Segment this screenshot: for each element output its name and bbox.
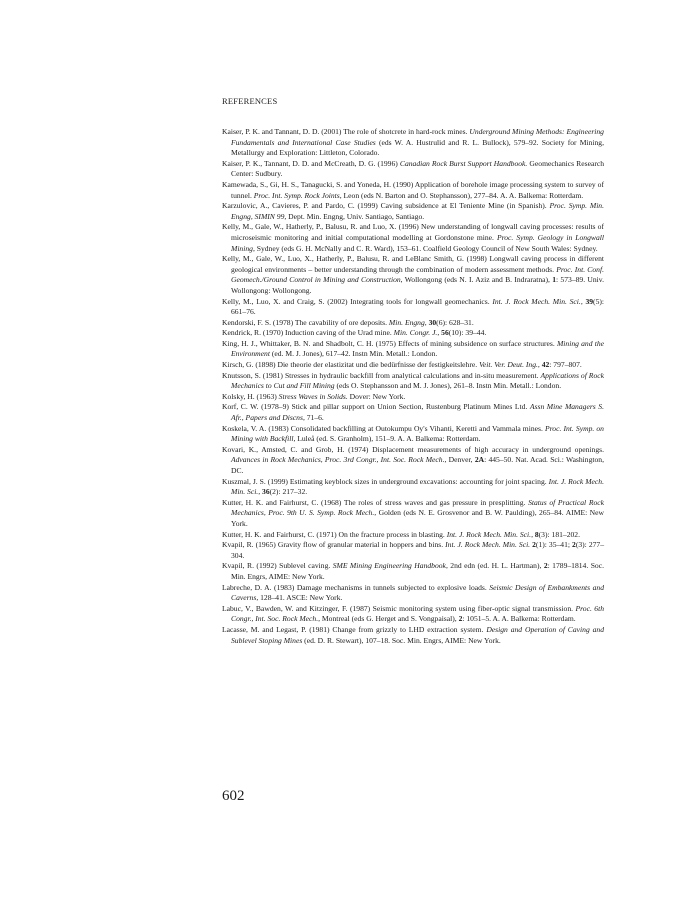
reference-volume: 2 bbox=[532, 540, 536, 550]
reference-text: Kaiser, P. K. and Tannant, D. D. (2001) The role of shotcrete in hard-rock mines. bbox=[222, 127, 470, 136]
reference-text: Kendorski, F. S. (1978) The cavability of ore deposits. bbox=[222, 317, 389, 327]
reference-text: : 1789–1814. Soc. Min. Engrs, AIME: New York. bbox=[231, 561, 604, 581]
reference-text: (ed. D. R. Stewart), 107–18. Soc. Min. Engrs, AIME: New York. bbox=[302, 635, 501, 645]
reference-text: Kovari, K., Amsted, C. and Grob, H. (1974) Displacement measurements of high accuracy in underground openings. bbox=[222, 444, 604, 454]
reference-entry bbox=[222, 254, 604, 296]
reference-text: , bbox=[531, 529, 535, 539]
reference-title: Proc. Int. Conf. Geomech./Ground Control in Mining and Construction bbox=[231, 264, 604, 285]
reference-entry bbox=[222, 360, 604, 371]
reference-text: Kvapil, R. (1992) Sublevel caving. bbox=[222, 561, 333, 571]
reference-text: Kolsky, H. (1963) bbox=[222, 391, 279, 401]
reference-text: Karzulovic, A., Cavieres, P. and Pardo, C. (1999) Caving subsidence at El Teniente Mine (in Spanish). bbox=[222, 201, 550, 211]
reference-entry bbox=[222, 424, 604, 445]
reference-text: (5): 661–76. bbox=[231, 296, 605, 317]
reference-title: Mining and the Environment bbox=[231, 338, 604, 359]
reference-volume: 2 bbox=[543, 561, 548, 571]
reference-text: : 1051–5. A. A. Balkema: Rotterdam. bbox=[462, 614, 576, 624]
reference-text: : 573–89. Univ. Wollongong: Wollongong. bbox=[231, 275, 604, 295]
reference-title: Int. J. Rock Mech. Min. Sci. bbox=[445, 540, 531, 550]
reference-title: Advances in Rock Mechanics, Proc. 3rd Congr., Int. Soc. Rock Mech. bbox=[231, 455, 445, 465]
reference-entry bbox=[222, 561, 604, 582]
reference-title: Proc. Symp. Geology in Longwall Mining bbox=[231, 232, 604, 253]
reference-title: Assn Mine Managers S. Afr., Papers and Discns bbox=[231, 402, 604, 423]
reference-text: Geomechanics Research Center: Sudbury. bbox=[231, 158, 605, 179]
reference-text: , bbox=[437, 328, 442, 338]
reference-text: Dover: New York. bbox=[347, 391, 406, 401]
reference-text: , Wollongong (eds N. I. Aziz and B. Indraratna), bbox=[400, 275, 553, 285]
reference-title: Int. J. Rock Mech. Min. Sci. bbox=[492, 296, 581, 306]
reference-text: Kirsch, G. (1898) Die theorie der elastizitat und die bedürfnisse der festigkeitslehre. bbox=[222, 360, 480, 370]
reference-text: Labuc, V., Bawden, W. and Kitzinger, F. (1987) Seismic monitoring system using fiber-optic signal transmission. bbox=[222, 603, 576, 613]
reference-title: Stress Waves in Solids. bbox=[278, 391, 348, 401]
reference-title: Min. Congr. J. bbox=[393, 328, 438, 338]
reference-volume: 36 bbox=[262, 487, 270, 497]
reference-entry bbox=[222, 371, 604, 392]
reference-volume: 42 bbox=[541, 360, 550, 370]
reference-title: Proc. Int. Symp. Rock Joints bbox=[253, 190, 340, 200]
reference-title: Canadian Rock Burst Support Handbook. bbox=[399, 158, 528, 168]
reference-entry bbox=[222, 445, 604, 477]
reference-text: , bbox=[580, 296, 586, 306]
reference-text: : 797–807. bbox=[549, 360, 582, 370]
reference-text: Lacasse, M. and Legast, P. (1981) Change from grizzly to LHD extraction system. bbox=[222, 624, 487, 634]
reference-entry bbox=[222, 402, 604, 423]
reference-entry bbox=[222, 201, 604, 222]
reference-entry bbox=[222, 583, 604, 604]
reference-text: Kutter, H. K. and Fairhurst, C. (1971) On the fracture process in blasting. bbox=[222, 529, 447, 539]
reference-volume: 1 bbox=[552, 275, 557, 285]
reference-text: , Leon (eds N. Barton and O. Stephansson), 277–84. A. A. Balkema: Rotterdam. bbox=[339, 190, 584, 200]
reference-volume: 30 bbox=[428, 317, 437, 327]
reference-text: Kamewada, S., Gi, H. S., Tanagucki, S. and Yoneda, H. (1990) Application of borehole image processing system to survey of tunnel. bbox=[222, 179, 604, 200]
reference-text: Knutsson, S. (1981) Stresses in hydraulic backfill from analytical calculations and in-situ measurement. bbox=[222, 370, 541, 380]
reference-entry bbox=[222, 625, 604, 646]
page-heading: REFERENCES bbox=[222, 96, 278, 106]
reference-entry bbox=[222, 159, 604, 180]
reference-entry bbox=[222, 392, 604, 403]
reference-text: , 2nd edn (ed. H. L. Hartman), bbox=[445, 561, 544, 571]
reference-text: King, H. J., Whittaker, B. N. and Shadbolt, C. H. (1975) Effects of mining subsidence on surface structures. bbox=[222, 338, 557, 348]
reference-volume: 8 bbox=[534, 529, 539, 539]
reference-title: Proc. Symp. Min. Engng, SIMIN 99 bbox=[231, 201, 604, 221]
reference-entry bbox=[222, 540, 604, 561]
reference-volume: 39 bbox=[585, 296, 594, 306]
reference-title: SME Mining Engineering Handbook bbox=[332, 561, 446, 571]
reference-text: Kelly, M., Gale, W., Luo, X., Hatherly, P., Balusu, R. and LeBlanc Smith, G. (1998) Longwall caving process in different geological environments – better understanding through the combination of modern assessment methods. bbox=[222, 254, 604, 274]
reference-entry bbox=[222, 477, 604, 498]
reference-text: : 445–50. Nat. Acad. Sci.: Washington, DC. bbox=[231, 455, 604, 475]
reference-text: , Dept. Min. Engng, Univ. Santiago, Santiago. bbox=[284, 211, 425, 221]
reference-volume: 56 bbox=[441, 328, 449, 338]
reference-text: (ed. M. J. Jones), 617–42. Instn Min. Metall.: London. bbox=[269, 349, 438, 359]
reference-text: Koskela, V. A. (1983) Consolidated backfilling at Outokumpu Oy's Vihanti, Keretti and Vammala mines. bbox=[222, 423, 545, 433]
reference-text: Kaiser, P. K., Tannant, D. D. and McCreath, D. G. (1996) bbox=[222, 158, 400, 168]
reference-volume: 2A bbox=[474, 455, 485, 465]
reference-text: (2): 217–32. bbox=[269, 487, 308, 497]
reference-text: , Golden (eds N. E. Grosvenor and B. W. Paulding), 265–84. AIME: New York. bbox=[231, 508, 604, 528]
reference-text: , 128–41. ASCE: New York. bbox=[256, 593, 343, 603]
reference-text: (3): 181–202. bbox=[538, 529, 580, 539]
reference-text: , bbox=[258, 487, 263, 497]
reference-text: , Montreal (eds G. Herget and S. Vongpaisal), bbox=[318, 614, 459, 624]
reference-volume: 2 bbox=[458, 614, 463, 624]
reference-title: Proc. 6th Congr., Int. Soc. Rock Mech. bbox=[231, 603, 604, 624]
reference-text: , Denver, bbox=[444, 455, 475, 465]
reference-entry bbox=[222, 222, 604, 254]
reference-text: Kelly, M., Gale, W., Hatherly, P., Balusu, R. and Luo, X. (1996) New understanding of longwall caving processes: results of microseismic monitoring and initial computational modelling at Gordonstone mine. bbox=[222, 222, 604, 242]
reference-title: Seismic Design of Embankments and Caverns bbox=[231, 582, 604, 603]
reference-title: Design and Operation of Caving and Sublevel Stoping Mines bbox=[231, 624, 604, 645]
reference-title: Underground Mining Methods: Engineering Fundamentals and International Case Studies bbox=[231, 127, 604, 147]
reference-text: Kuszmal, J. S. (1999) Estimating keyblock sizes in underground excavations: accounting for joint spacing. bbox=[222, 476, 549, 486]
reference-text: , Sydney (eds G. H. McNally and C. R. Ward), 153–61. Coalfield Geology Council of New South Wales: Sydney. bbox=[252, 243, 598, 253]
reference-title: Int. J. Rock Mech. Min. Sci. bbox=[446, 529, 532, 539]
reference-text: , Luleå (ed. S. Granholm), 151–9. A. A. Balkema: Rotterdam. bbox=[293, 434, 481, 444]
reference-title: Status of Practical Rock Mechanics, Proc. 9th U. S. Symp. Rock Mech. bbox=[231, 497, 604, 518]
reference-text: , bbox=[537, 360, 542, 370]
reference-list bbox=[222, 127, 604, 646]
reference-text: Kutter, H. K. and Fairhurst, C. (1968) The roles of stress waves and gas pressure in presplitting. bbox=[222, 497, 529, 507]
reference-entry bbox=[222, 498, 604, 530]
reference-text: (eds O. Stephansson and M. J. Jones), 261–8. Instn Min. Metall.: London. bbox=[334, 381, 562, 391]
reference-text: (3): 277–304. bbox=[231, 540, 605, 560]
reference-title: Min. Engng bbox=[388, 317, 425, 327]
reference-text: Labreche, D. A. (1983) Damage mechanisms in tunnels subjected to explosive loads. bbox=[222, 582, 490, 592]
reference-title: Veit. Ver. Deut. Ing. bbox=[479, 360, 538, 370]
reference-entry bbox=[222, 318, 604, 329]
reference-text: (eds W. A. Hustrulid and R. L. Bullock), 579–92. Society for Mining, Metallurgy and Exploration: Littleton, Colorado. bbox=[231, 137, 604, 158]
reference-text: (1): 35–41; bbox=[535, 540, 573, 550]
reference-text: (10): 39–44. bbox=[448, 328, 487, 338]
reference-title: Applications of Rock Mechanics to Cut and Fill Mining bbox=[231, 370, 604, 391]
reference-text: Kendrick, R. (1970) Induction caving of the Urad mine. bbox=[222, 328, 394, 338]
reference-title: Int. J. Rock Mech. Min. Sci. bbox=[231, 476, 604, 497]
reference-volume: 2 bbox=[572, 540, 576, 550]
reference-entry bbox=[222, 180, 604, 201]
reference-entry bbox=[222, 339, 604, 360]
reference-entry bbox=[222, 127, 604, 159]
reference-text: , bbox=[424, 317, 429, 327]
reference-text: (6): 628–31. bbox=[436, 317, 474, 327]
reference-text: Kvapil, R. (1965) Gravity flow of granular material in hoppers and bins. bbox=[222, 540, 446, 550]
reference-title: Proc. Int. Symp. on Mining with Backfill bbox=[231, 423, 604, 444]
reference-entry bbox=[222, 297, 604, 318]
reference-entry bbox=[222, 530, 604, 541]
reference-text: , 71–6. bbox=[302, 413, 324, 423]
reference-text: Korf, C. W. (1978–9) Stick and pillar support on Union Section, Rustenburg Platinum Mines Ltd. bbox=[222, 402, 530, 412]
page-number: 602 bbox=[222, 788, 245, 804]
reference-entry bbox=[222, 328, 604, 339]
reference-text: Kelly, M., Luo, X. and Craig, S. (2002) Integrating tools for longwall geomechanics. bbox=[222, 296, 493, 306]
reference-entry bbox=[222, 604, 604, 625]
